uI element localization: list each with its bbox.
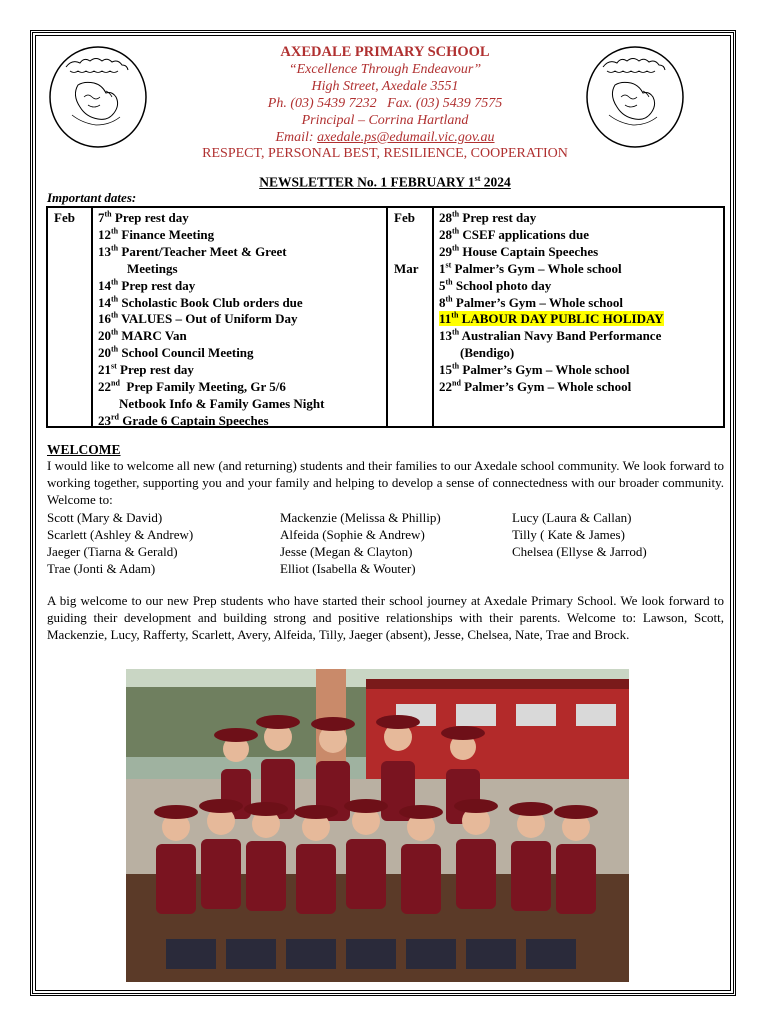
event-text: Palmer’s Gym – Whole school: [459, 362, 630, 378]
school-principal: Principal – Corrina Hartland: [301, 113, 469, 128]
welcome-name: Tilly ( Kate & James): [512, 526, 625, 542]
event-day: 5: [439, 277, 446, 293]
school-address: High Street, Axedale 3551: [311, 79, 459, 94]
event-row: [98, 311, 324, 328]
event-row: [439, 295, 664, 312]
event-day: 12: [98, 226, 111, 242]
event-day: 14: [98, 294, 111, 310]
month-label-mar: Mar: [394, 261, 419, 276]
event-text: LABOUR DAY PUBLIC HOLIDAY: [458, 311, 664, 327]
event-text: Prep rest day: [111, 210, 189, 225]
event-day-suffix: th: [111, 294, 119, 304]
event-text: Meetings: [127, 260, 178, 276]
event-day-suffix: th: [111, 243, 119, 253]
event-day: 7: [98, 210, 105, 225]
newsletter-title-main: NEWSLETTER No. 1 FEBRUARY 1: [259, 174, 475, 190]
prep-class-photo: [126, 669, 629, 982]
month-label-feb-right: Feb: [394, 210, 415, 225]
names-column-2: [280, 510, 441, 578]
school-header: [140, 44, 630, 146]
table-divider: [91, 208, 93, 426]
event-day-suffix: th: [111, 277, 119, 287]
newsletter-title: [140, 174, 630, 191]
event-text: MARC Van: [118, 328, 187, 344]
event-day: 8: [439, 294, 446, 310]
welcome-paragraph: I would like to welcome all new (and returning) students and their families to our Axedale school community. We look forward to working together, supporting you and your family and helping to develop a sense of connectedness with our broader community. Welcome to:: [47, 458, 724, 507]
event-day-suffix: th: [452, 243, 460, 253]
newsletter-title-sup: st: [474, 174, 481, 183]
event-row: [439, 227, 664, 244]
event-text: CSEF applications due: [459, 226, 590, 242]
event-text: Finance Meeting: [118, 226, 215, 242]
school-phone-fax: Ph. (03) 5439 7232 Fax. (03) 5439 7575: [267, 96, 503, 111]
event-day-suffix: rd: [111, 412, 119, 422]
event-row: [439, 278, 664, 295]
event-day: 28: [439, 210, 452, 225]
event-day-suffix: th: [452, 328, 460, 338]
event-row: [98, 244, 324, 261]
names-column-3: [512, 510, 647, 561]
event-row: [439, 379, 664, 396]
event-day: 21: [98, 362, 111, 378]
event-text: Australian Navy Band Performance: [459, 328, 662, 344]
event-day: 29: [439, 243, 452, 259]
email-link[interactable]: axedale.ps@edumail.vic.gov.au: [317, 130, 495, 145]
event-day-suffix: th: [452, 361, 460, 371]
names-column-1: [47, 510, 193, 578]
event-row: [439, 210, 664, 227]
event-day: 16: [98, 311, 111, 327]
event-day: 20: [98, 345, 111, 361]
event-text: Palmer’s Gym – Whole school: [452, 294, 623, 310]
event-row: [98, 396, 324, 413]
event-text: Prep rest day: [116, 362, 194, 378]
school-email-line: [140, 129, 630, 146]
event-row: [439, 244, 664, 261]
school-name: AXEDALE PRIMARY SCHOOL: [280, 44, 490, 60]
event-text: Scholastic Book Club orders due: [118, 294, 303, 310]
welcome-name: Jesse (Megan & Clayton): [280, 543, 413, 559]
event-row: [98, 210, 324, 227]
left-events-list: [98, 210, 324, 430]
month-label-feb: Feb: [54, 210, 75, 225]
email-label: Email:: [275, 130, 318, 145]
event-row: [98, 227, 324, 244]
table-divider: [432, 208, 434, 426]
event-row: [439, 362, 664, 379]
event-day: 23: [98, 412, 111, 428]
event-day: 22: [439, 379, 452, 395]
important-dates-label: Important dates:: [47, 190, 137, 205]
newsletter-title-year: 2024: [480, 174, 511, 190]
event-day-suffix: th: [445, 294, 453, 304]
event-row: [98, 345, 324, 362]
event-text: School photo day: [452, 277, 552, 293]
event-day-suffix: th: [445, 277, 453, 287]
event-text: VALUES – Out of Uniform Day: [118, 311, 298, 327]
event-text: Prep rest day: [118, 277, 196, 293]
welcome-heading: WELCOME: [47, 442, 121, 457]
event-day: 14: [98, 277, 111, 293]
event-day-suffix: nd: [111, 378, 120, 388]
event-day: 13: [98, 243, 111, 259]
event-day-suffix: th: [111, 226, 119, 236]
event-day-suffix: nd: [452, 378, 461, 388]
welcome-name: Chelsea (Ellyse & Jarrod): [512, 543, 647, 559]
event-row: [98, 295, 324, 312]
event-text: Prep rest day: [459, 210, 537, 225]
event-text: School Council Meeting: [118, 345, 254, 361]
event-text: Parent/Teacher Meet & Greet: [118, 243, 287, 259]
event-day: 11: [439, 311, 452, 327]
event-row: [98, 328, 324, 345]
important-dates-table: [46, 206, 725, 428]
event-day-suffix: th: [111, 344, 119, 354]
event-day: 13: [439, 328, 452, 344]
welcome-name: Scarlett (Ashley & Andrew): [47, 526, 194, 542]
event-day: 28: [439, 226, 452, 242]
welcome-name: Alfeida (Sophie & Andrew): [280, 526, 425, 542]
event-day: 22: [98, 379, 111, 395]
event-row: [98, 413, 324, 430]
event-day: 1: [439, 260, 446, 276]
right-events-list: [439, 210, 664, 396]
welcome-name: Jaeger (Tiarna & Gerald): [47, 543, 178, 559]
prep-welcome-paragraph: A big welcome to our new Prep students who have started their school journey at Axedale Primary School. We look forward to guiding their development and building strong and positive relationships with their parents. Welcome to: Lawson, Scott, Mackenzie, Lucy, Rafferty, Scarlett, Avery, Alfeida, Tilly, Jaeger (absent), Jesse, Chelsea, Nate, Trae and Brock.: [47, 593, 724, 642]
table-divider: [386, 208, 388, 426]
event-day-suffix: th: [451, 311, 459, 321]
event-day-suffix: st: [111, 361, 117, 371]
event-row: [98, 379, 324, 396]
event-text: Palmer’s Gym – Whole school: [460, 379, 632, 395]
event-row: [98, 362, 324, 379]
event-text: (Bendigo): [460, 345, 515, 361]
event-day-suffix: th: [111, 328, 119, 338]
event-text: Prep Family Meeting, Gr 5/6: [119, 379, 286, 395]
event-day-suffix: th: [111, 311, 119, 321]
event-day-suffix: th: [452, 209, 460, 219]
welcome-name: Mackenzie (Melissa & Phillip): [280, 510, 441, 525]
event-day-suffix: th: [104, 209, 112, 219]
event-day-suffix: th: [452, 226, 460, 236]
event-day: 15: [439, 362, 452, 378]
event-row: [98, 261, 324, 278]
event-text: House Captain Speeches: [459, 243, 599, 259]
event-row: [98, 278, 324, 295]
event-row: [439, 328, 664, 345]
school-motto: “Excellence Through Endeavour”: [288, 62, 482, 77]
event-day-suffix: st: [445, 260, 452, 270]
event-row: [439, 261, 664, 278]
event-text: Grade 6 Captain Speeches: [119, 412, 269, 428]
welcome-name: Scott (Mary & David): [47, 510, 163, 525]
welcome-name: Trae (Jonti & Adam): [47, 560, 156, 576]
welcome-name: Lucy (Laura & Callan): [512, 510, 632, 525]
event-text: Palmer’s Gym – Whole school: [451, 260, 622, 276]
event-text: Netbook Info & Family Games Night: [119, 395, 325, 411]
event-row: [439, 311, 664, 328]
welcome-name: Elliot (Isabella & Wouter): [280, 560, 416, 576]
event-day: 20: [98, 328, 111, 344]
school-values: RESPECT, PERSONAL BEST, RESILIENCE, COOPERATION: [202, 146, 568, 161]
school-logo-left: [48, 45, 148, 149]
event-row: [439, 345, 664, 362]
